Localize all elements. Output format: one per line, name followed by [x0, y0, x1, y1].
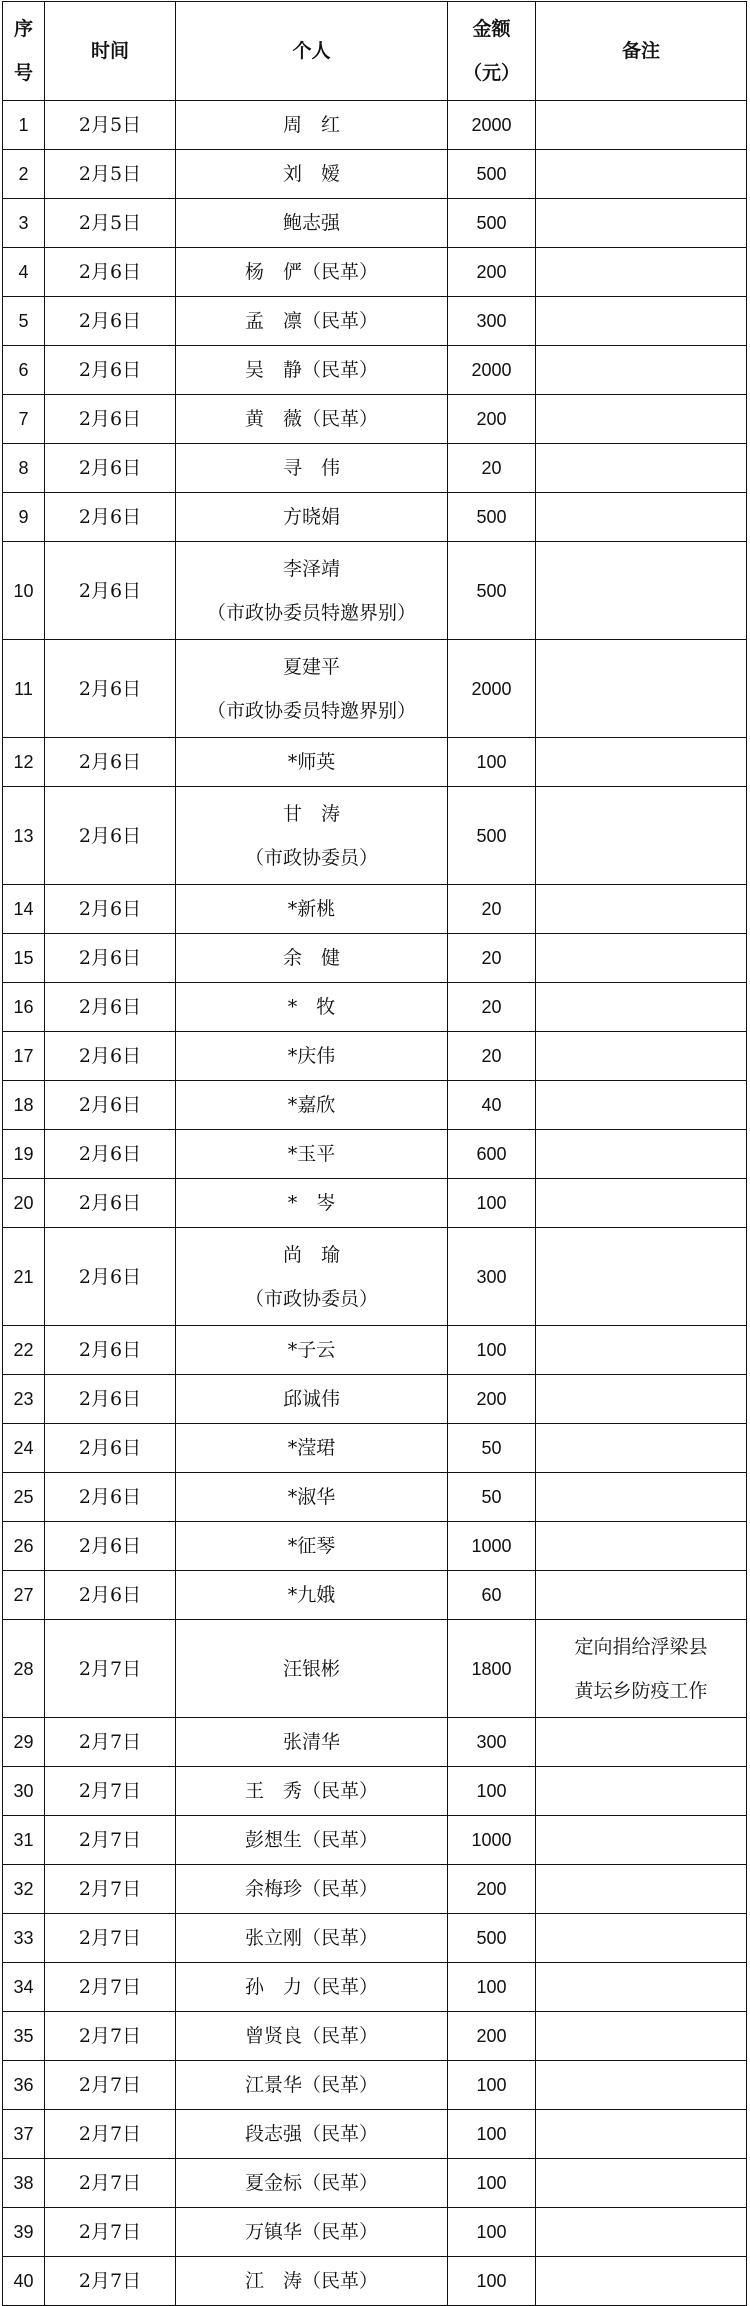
row-number: 29: [3, 1718, 45, 1767]
row-note: [536, 1963, 747, 2012]
row-person: * 岑: [176, 1179, 448, 1228]
row-date: 2月6日: [45, 395, 176, 444]
row-person: [176, 787, 448, 885]
row-number: 34: [3, 1963, 45, 2012]
row-date: 2月6日: [45, 738, 176, 787]
row-person: [176, 640, 448, 738]
row-date: 2月6日: [45, 1032, 176, 1081]
row-person: 方晓娟: [176, 493, 448, 542]
table-row: [3, 2061, 747, 2110]
table-row: [3, 983, 747, 1032]
row-person: 刘 嫒: [176, 150, 448, 199]
row-number: 37: [3, 2110, 45, 2159]
row-date: 2月6日: [45, 1375, 176, 1424]
table-row: [3, 2208, 747, 2257]
row-person: 寻 伟: [176, 444, 448, 493]
row-date: 2月6日: [45, 346, 176, 395]
row-date: 2月6日: [45, 640, 176, 738]
person-name: 夏建平: [282, 655, 340, 678]
row-person: 夏金标（民革）: [176, 2159, 448, 2208]
person-name: 尚 瑜: [282, 1243, 340, 1266]
row-amount: 500: [448, 150, 536, 199]
row-person: [176, 542, 448, 640]
table-row: [3, 1865, 747, 1914]
row-person: 彭想生（民革）: [176, 1816, 448, 1865]
row-amount: 100: [448, 2208, 536, 2257]
row-note: [536, 2208, 747, 2257]
donation-table: [2, 1, 747, 2306]
row-number: 9: [3, 493, 45, 542]
row-note: [536, 1522, 747, 1571]
row-number: 36: [3, 2061, 45, 2110]
row-person: *征琴: [176, 1522, 448, 1571]
row-date: 2月6日: [45, 885, 176, 934]
row-date: 2月6日: [45, 1326, 176, 1375]
row-number: 27: [3, 1571, 45, 1620]
row-amount: 40: [448, 1081, 536, 1130]
row-number: 14: [3, 885, 45, 934]
row-amount: 2000: [448, 101, 536, 150]
row-note: [536, 248, 747, 297]
table-row: [3, 1767, 747, 1816]
row-amount: 200: [448, 1865, 536, 1914]
row-note: [536, 934, 747, 983]
row-note: [536, 1473, 747, 1522]
row-date: 2月6日: [45, 1424, 176, 1473]
table-row: [3, 1032, 747, 1081]
row-person: 孙 力（民革）: [176, 1963, 448, 2012]
row-note: [536, 1424, 747, 1473]
row-amount: 200: [448, 2012, 536, 2061]
table-row: [3, 2110, 747, 2159]
row-note: [536, 1718, 747, 1767]
row-date: 2月7日: [45, 1865, 176, 1914]
row-number: 24: [3, 1424, 45, 1473]
row-date: 2月7日: [45, 1816, 176, 1865]
row-amount: 100: [448, 2110, 536, 2159]
table-row: [3, 444, 747, 493]
row-note: [536, 1179, 747, 1228]
row-amount: 100: [448, 2061, 536, 2110]
row-number: 3: [3, 199, 45, 248]
row-number: 18: [3, 1081, 45, 1130]
row-person: *新桃: [176, 885, 448, 934]
row-amount: 200: [448, 248, 536, 297]
row-date: 2月7日: [45, 1767, 176, 1816]
row-number: 2: [3, 150, 45, 199]
row-person: *滢珺: [176, 1424, 448, 1473]
row-date: 2月6日: [45, 787, 176, 885]
table-row: [3, 640, 747, 738]
table-row: [3, 2159, 747, 2208]
row-date: 2月6日: [45, 1571, 176, 1620]
row-amount: 50: [448, 1424, 536, 1473]
row-amount: 500: [448, 493, 536, 542]
table-row: [3, 1424, 747, 1473]
row-note: [536, 1130, 747, 1179]
row-number: 21: [3, 1228, 45, 1326]
table-row: [3, 1081, 747, 1130]
row-note: [536, 640, 747, 738]
table-row: [3, 101, 747, 150]
row-amount: 300: [448, 297, 536, 346]
row-person: 汪银彬: [176, 1620, 448, 1718]
table-row: [3, 1522, 747, 1571]
table-row: [3, 1326, 747, 1375]
row-number: 20: [3, 1179, 45, 1228]
row-date: 2月6日: [45, 444, 176, 493]
row-person: 段志强（民革）: [176, 2110, 448, 2159]
row-person: *嘉欣: [176, 1081, 448, 1130]
row-amount: 200: [448, 1375, 536, 1424]
row-person: 鲍志强: [176, 199, 448, 248]
row-note: [536, 885, 747, 934]
row-person: 江景华（民革）: [176, 2061, 448, 2110]
row-date: 2月6日: [45, 1473, 176, 1522]
row-number: 15: [3, 934, 45, 983]
row-number: 16: [3, 983, 45, 1032]
row-note: [536, 983, 747, 1032]
row-number: 30: [3, 1767, 45, 1816]
row-person: 王 秀（民革）: [176, 1767, 448, 1816]
row-number: 6: [3, 346, 45, 395]
row-number: 26: [3, 1522, 45, 1571]
row-note: [536, 395, 747, 444]
row-amount: 500: [448, 787, 536, 885]
row-number: 13: [3, 787, 45, 885]
row-date: 2月6日: [45, 297, 176, 346]
row-note: [536, 2257, 747, 2306]
row-number: 7: [3, 395, 45, 444]
table-row: [3, 2257, 747, 2306]
table-row: [3, 1816, 747, 1865]
row-note: [536, 1375, 747, 1424]
row-number: 17: [3, 1032, 45, 1081]
row-note: [536, 1081, 747, 1130]
row-number: 19: [3, 1130, 45, 1179]
row-note: [536, 1620, 747, 1718]
row-amount: 500: [448, 542, 536, 640]
row-amount: 300: [448, 1228, 536, 1326]
row-date: 2月6日: [45, 1228, 176, 1326]
row-date: 2月7日: [45, 2257, 176, 2306]
person-name: 甘 涛: [282, 802, 340, 825]
row-amount: 300: [448, 1718, 536, 1767]
row-amount: 1000: [448, 1816, 536, 1865]
header-person: 个人: [176, 2, 448, 101]
row-note: [536, 101, 747, 150]
row-amount: 1800: [448, 1620, 536, 1718]
table-row: [3, 934, 747, 983]
row-amount: 200: [448, 395, 536, 444]
table-body: [3, 101, 747, 2306]
row-note: [536, 1228, 747, 1326]
table-row: [3, 1963, 747, 2012]
row-date: 2月7日: [45, 2012, 176, 2061]
row-note: [536, 199, 747, 248]
table-row: [3, 1571, 747, 1620]
row-person: *玉平: [176, 1130, 448, 1179]
row-note: [536, 2110, 747, 2159]
row-note: [536, 2061, 747, 2110]
row-number: 12: [3, 738, 45, 787]
row-note: [536, 346, 747, 395]
row-amount: 20: [448, 1032, 536, 1081]
row-note: [536, 1914, 747, 1963]
row-person: 周 红: [176, 101, 448, 150]
table-row: [3, 346, 747, 395]
row-amount: 100: [448, 1179, 536, 1228]
row-amount: 20: [448, 983, 536, 1032]
row-number: 33: [3, 1914, 45, 1963]
row-person: 吴 静（民革）: [176, 346, 448, 395]
row-number: 31: [3, 1816, 45, 1865]
row-note: [536, 2012, 747, 2061]
row-person: 曾贤良（民革）: [176, 2012, 448, 2061]
table-header-row: [3, 2, 747, 101]
person-affiliation: （市政协委员）: [244, 1287, 378, 1310]
row-note: [536, 150, 747, 199]
table-row: [3, 297, 747, 346]
row-person: 江 涛（民革）: [176, 2257, 448, 2306]
row-amount: 20: [448, 934, 536, 983]
row-amount: 100: [448, 738, 536, 787]
row-number: 38: [3, 2159, 45, 2208]
row-person: * 牧: [176, 983, 448, 1032]
row-date: 2月6日: [45, 542, 176, 640]
row-amount: 100: [448, 2257, 536, 2306]
row-amount: 20: [448, 885, 536, 934]
person-affiliation: （市政协委员特邀界别）: [206, 699, 416, 722]
row-date: 2月6日: [45, 1522, 176, 1571]
row-note: [536, 2159, 747, 2208]
row-number: 23: [3, 1375, 45, 1424]
row-amount: 100: [448, 2159, 536, 2208]
row-amount: 100: [448, 1767, 536, 1816]
header-amount: [448, 2, 536, 101]
row-date: 2月6日: [45, 1179, 176, 1228]
row-person: 万镇华（民革）: [176, 2208, 448, 2257]
table-row: [3, 395, 747, 444]
row-note: [536, 444, 747, 493]
row-number: 25: [3, 1473, 45, 1522]
header-date: 时间: [45, 2, 176, 101]
row-amount: 50: [448, 1473, 536, 1522]
row-number: 8: [3, 444, 45, 493]
table-row: [3, 2012, 747, 2061]
table-row: [3, 1914, 747, 1963]
table-row: [3, 199, 747, 248]
row-person: 黄 薇（民革）: [176, 395, 448, 444]
row-amount: 1000: [448, 1522, 536, 1571]
table-row: [3, 1130, 747, 1179]
row-note: [536, 1816, 747, 1865]
row-amount: 60: [448, 1571, 536, 1620]
row-date: 2月7日: [45, 2061, 176, 2110]
row-amount: 20: [448, 444, 536, 493]
note-line2: 黄坛乡防疫工作: [574, 1679, 708, 1702]
table-row: [3, 885, 747, 934]
row-person: 孟 凛（民革）: [176, 297, 448, 346]
row-person: 杨 俨（民革）: [176, 248, 448, 297]
row-amount: 500: [448, 199, 536, 248]
row-date: 2月7日: [45, 1963, 176, 2012]
row-number: 4: [3, 248, 45, 297]
row-number: 39: [3, 2208, 45, 2257]
table-row: [3, 150, 747, 199]
person-affiliation: （市政协委员）: [244, 846, 378, 869]
row-number: 40: [3, 2257, 45, 2306]
row-person: *师英: [176, 738, 448, 787]
row-date: 2月5日: [45, 199, 176, 248]
row-number: 32: [3, 1865, 45, 1914]
table-row: [3, 1228, 747, 1326]
header-amount-line1: 金额: [472, 18, 511, 40]
row-note: [536, 1571, 747, 1620]
row-note: [536, 297, 747, 346]
table-row: [3, 787, 747, 885]
row-note: [536, 1767, 747, 1816]
header-no-line1: 序: [13, 18, 33, 40]
row-number: 35: [3, 2012, 45, 2061]
table-row: [3, 738, 747, 787]
row-note: [536, 738, 747, 787]
row-person: *子云: [176, 1326, 448, 1375]
row-note: [536, 1865, 747, 1914]
row-amount: 2000: [448, 640, 536, 738]
row-person: 余 健: [176, 934, 448, 983]
row-number: 5: [3, 297, 45, 346]
row-date: 2月7日: [45, 2110, 176, 2159]
row-date: 2月6日: [45, 1081, 176, 1130]
row-note: [536, 542, 747, 640]
table-row: [3, 1620, 747, 1718]
row-number: 22: [3, 1326, 45, 1375]
row-number: 11: [3, 640, 45, 738]
person-name: 李泽靖: [282, 557, 340, 580]
row-date: 2月7日: [45, 2208, 176, 2257]
table-row: [3, 1179, 747, 1228]
row-person: 张立刚（民革）: [176, 1914, 448, 1963]
table-row: [3, 1718, 747, 1767]
table-row: [3, 248, 747, 297]
row-date: 2月6日: [45, 248, 176, 297]
row-date: 2月7日: [45, 1620, 176, 1718]
row-date: 2月7日: [45, 1914, 176, 1963]
row-note: [536, 493, 747, 542]
row-person: 张清华: [176, 1718, 448, 1767]
row-date: 2月5日: [45, 150, 176, 199]
table-row: [3, 1473, 747, 1522]
row-date: 2月7日: [45, 2159, 176, 2208]
row-number: 10: [3, 542, 45, 640]
row-date: 2月6日: [45, 983, 176, 1032]
person-affiliation: （市政协委员特邀界别）: [206, 601, 416, 624]
note-line1: 定向捐给浮梁县: [574, 1635, 708, 1658]
row-person: *淑华: [176, 1473, 448, 1522]
row-person: *九娥: [176, 1571, 448, 1620]
row-amount: 2000: [448, 346, 536, 395]
table-row: [3, 542, 747, 640]
table-row: [3, 493, 747, 542]
row-note: [536, 1326, 747, 1375]
row-person: *庆伟: [176, 1032, 448, 1081]
row-person: 邱诚伟: [176, 1375, 448, 1424]
row-amount: 100: [448, 1963, 536, 2012]
row-person: [176, 1228, 448, 1326]
row-date: 2月6日: [45, 493, 176, 542]
row-amount: 600: [448, 1130, 536, 1179]
row-person: 余梅珍（民革）: [176, 1865, 448, 1914]
row-note: [536, 787, 747, 885]
row-amount: 500: [448, 1914, 536, 1963]
row-number: 28: [3, 1620, 45, 1718]
row-date: 2月5日: [45, 101, 176, 150]
row-date: 2月7日: [45, 1718, 176, 1767]
row-date: 2月6日: [45, 934, 176, 983]
header-no: [3, 2, 45, 101]
table-row: [3, 1375, 747, 1424]
header-amount-line2: （元）: [462, 62, 520, 84]
row-date: 2月6日: [45, 1130, 176, 1179]
row-note: [536, 1032, 747, 1081]
header-note: 备注: [536, 2, 747, 101]
header-no-line2: 号: [13, 62, 33, 84]
row-amount: 100: [448, 1326, 536, 1375]
row-number: 1: [3, 101, 45, 150]
